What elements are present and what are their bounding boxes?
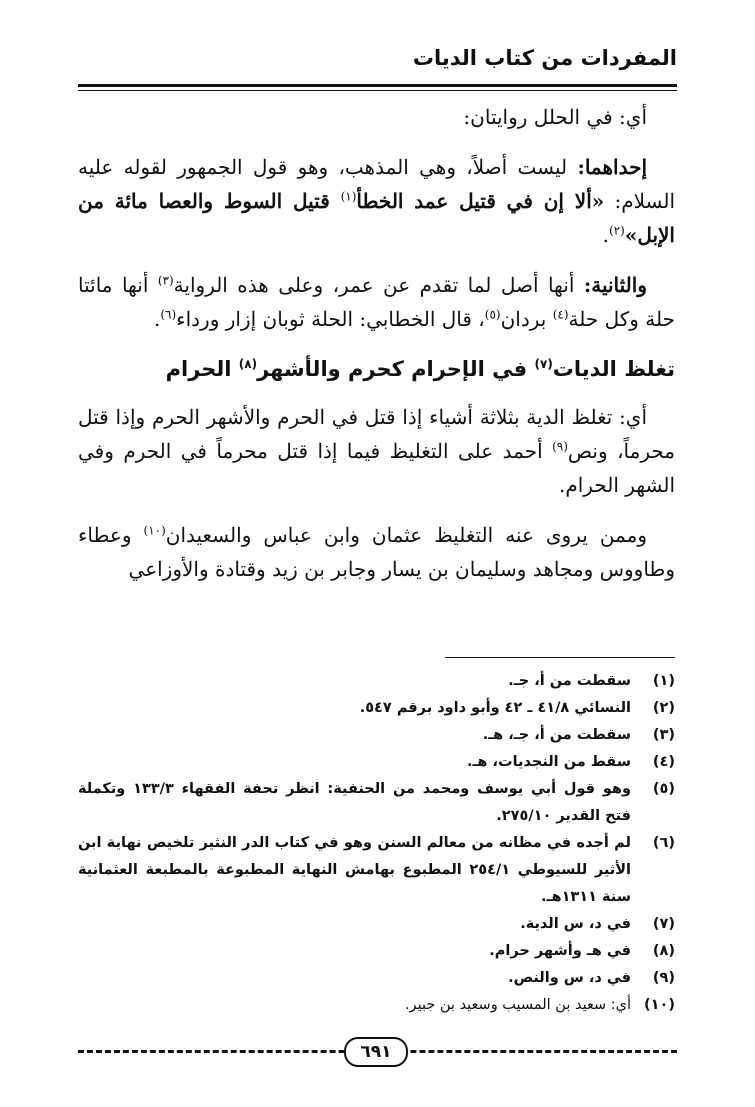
header-title: المفردات من كتاب الديات (412, 46, 677, 70)
first-end: . (602, 223, 609, 247)
footnote-ref-6[interactable]: (٦) (160, 307, 177, 322)
footnote (78, 695, 675, 722)
footnote (78, 722, 675, 749)
footnote-ref-10[interactable]: (١٠) (143, 523, 166, 538)
footnote-ref-3[interactable]: (٣) (157, 273, 174, 288)
footnote-text: في هـ وأشهر حرام. (489, 943, 631, 959)
footnote (78, 776, 675, 830)
footnote-number: (٦) (652, 835, 675, 851)
third-text-b: أحمد على التغليظ فيما إذا قتل محرماً في الحرم وفي الشهر الحرام. (78, 439, 675, 497)
footnote-number: (٤) (652, 754, 675, 770)
fourth-text-b: وعطاء وطاووس ومجاهد وسليمان بن يسار وجابر بن زيد وقتادة والأوزاعي (78, 523, 675, 581)
footnote-number: (٥) (652, 781, 675, 797)
second-narration-paragraph (78, 268, 675, 336)
footnote-ref-9[interactable]: (٩) (552, 439, 568, 454)
footnote-ref-8[interactable]: (٨) (238, 357, 258, 371)
footnote-ref-2[interactable]: (٢) (608, 223, 625, 238)
footnote-text: سقط من النجديات، هـ. (466, 754, 631, 770)
footnote-text: في د، س الدية. (520, 916, 631, 932)
second-text-a: أنها أصل لما تقدم عن عمر، وعلى هذه الرواية (173, 273, 584, 297)
page-number: ٦٩١ (344, 1037, 408, 1067)
footnote-text: سقطت من أ، جـ، هـ. (482, 727, 631, 743)
intro-paragraph: أي: في الحلل روايتان: (463, 105, 647, 129)
footnote (78, 911, 675, 938)
fourth-paragraph (78, 518, 675, 586)
footnote (78, 830, 675, 911)
footnote (78, 668, 675, 695)
header-rule-thin (78, 90, 677, 91)
footnote-number: (٢) (652, 700, 675, 716)
first-narration-paragraph (78, 150, 675, 252)
third-paragraph (78, 400, 675, 502)
main-text (78, 100, 675, 602)
footnote-number: (٩) (652, 970, 675, 986)
footnote-ref-4[interactable]: (٤) (552, 307, 569, 322)
second-end: . (153, 307, 161, 331)
footnote (78, 938, 675, 965)
footnote-ref-1[interactable]: (١) (340, 189, 357, 204)
third-text-a: أي: تغلظ الدية بثلاثة أشياء إذا قتل في الحرم والأشهر الحرم وإذا قتل محرماً، ونص (78, 405, 675, 463)
second-text-d: ، قال الخطابي: الحلة ثوبان إزار ورداء (176, 307, 485, 331)
hadith-part-a: «ألا إن في قتيل عمد الخطأ (356, 189, 605, 213)
footnote-text: في د، س والنص. (508, 970, 631, 986)
footnote-ref-5[interactable]: (٥) (484, 307, 501, 322)
footnote-separator (445, 657, 675, 658)
second-text-b: أنها مائتا حلة وكل حلة (78, 273, 675, 331)
footnote-text: وهو قول أبي يوسف ومحمد من الحنفية: انظر تحفة الفقهاء ١٣٣/٣ وتكملة فتح القدير ٢٧٥/١٠. (78, 781, 631, 824)
footnote-number: (٣) (652, 727, 675, 743)
hadith-part-b: قتيل السوط والعصا مائة من الإبل» (78, 189, 675, 247)
footnote (78, 992, 675, 1019)
footnote-text: النسائي ٤١/٨ ـ ٤٢ وأبو داود برقم ٥٤٧. (359, 700, 631, 716)
footnote-text: سقطت من أ، جـ. (508, 673, 631, 689)
heading-part-a: تغلظ الديات (552, 357, 675, 381)
first-term: إحداهما: (577, 155, 647, 179)
footnote-number: (١٠) (644, 997, 675, 1013)
footnote-text: أي: سعيد بن المسيب وسعيد بن جبير. (404, 997, 631, 1013)
heading-part-c: الحرام (165, 357, 239, 381)
footnotes (78, 668, 675, 1019)
footnote-text: لم أجده في مظانه من معالم السنن وهو في كتاب الدر النثير تلخيص نهاية ابن الأثير للسيوطي ٢٥٤/١ المطبوع بهامش النهاية المطبوعة بالمطبعة العثمانية سنة ١٣١١هـ. (78, 835, 632, 905)
footnote (78, 749, 675, 776)
running-header (78, 46, 677, 90)
second-text-c: بردان (500, 307, 553, 331)
heading-part-b: في الإحرام كحرم والأشهر (257, 357, 535, 381)
header-rule-thick (78, 84, 677, 87)
footnote-ref-7[interactable]: (٧) (534, 357, 553, 371)
footnote-number: (٧) (652, 916, 675, 932)
footnote (78, 965, 675, 992)
fourth-text-a: وممن يروى عنه التغليظ عثمان وابن عباس والسعيدان (165, 523, 647, 547)
second-term: والثانية: (583, 273, 647, 297)
footnote-number: (٨) (652, 943, 675, 959)
section-heading (78, 352, 675, 386)
footnote-number: (١) (652, 673, 675, 689)
first-text: ليست أصلاً، وهي المذهب، وهو قول الجمهور لقوله عليه السلام: (78, 155, 676, 213)
